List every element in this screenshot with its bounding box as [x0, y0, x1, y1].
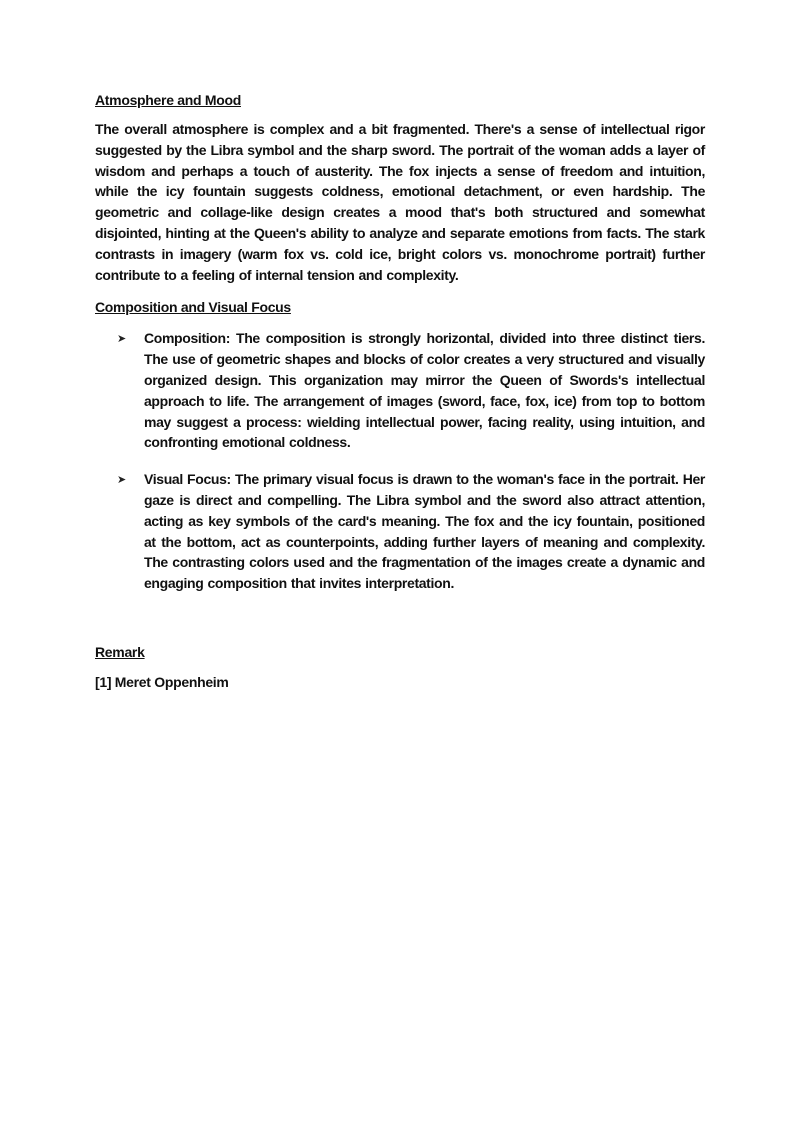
section-heading-composition: Composition and Visual Focus [95, 299, 291, 316]
section-heading-atmosphere: Atmosphere and Mood [95, 92, 241, 108]
page-content [95, 90, 705, 706]
atmosphere-paragraph: The overall atmosphere is complex and a bit fragmented. There's a sense of intellectual rigor suggested by the Libra symbol and the sharp sword. The portrait of the woman adds a layer of wisdom and perhaps a touch of austerity. The fox injects a sense of freedom and intuition, while the icy fountain suggests coldness, emotional detachment, or even hardship. The geometric and collage-like design creates a mood that's both structured and somewhat disjointed, hinting at the Queen's ability to analyze and separate emotions from facts. The stark contrasts in imagery (warm fox vs. cold ice, bright colors vs. monochrome portrait) further contribute to a feeling of internal tension and complexity. [95, 121, 705, 283]
remark-item: [1] Meret Oppenheim [95, 673, 229, 690]
arrowhead-bullet-icon: ➤ [117, 333, 127, 346]
composition-bullet-list [95, 328, 705, 594]
list-item-composition [95, 328, 705, 453]
list-item-visual-focus [95, 469, 705, 594]
bullet-text: Composition: The composition is strongly horizontal, divided into three distinct tiers. The use of geometric shapes and blocks of color creates a very structured and visually organized design. This organization may mirror the Queen of Swords's intellectual approach to life. The arrangement of images (sword, face, fox, ice) from top to bottom may suggest a process: wielding intellectual power, facing reality, using intuition, and confronting emotional coldness. [144, 330, 705, 451]
arrowhead-bullet-icon: ➤ [117, 474, 127, 487]
section-heading-remark: Remark [95, 643, 145, 660]
bullet-text: Visual Focus: The primary visual focus is drawn to the woman's face in the portrait. Her gaze is direct and compelling. The Libra symbol and the sword also attract attention, acting as key symbols of the card's meaning. The fox and the icy fountain, positioned at the bottom, act as counterpoints, adding further layers of meaning and complexity. The contrasting colors used and the fragmentation of the images create a dynamic and engaging composition that invites interpretation. [144, 471, 705, 592]
